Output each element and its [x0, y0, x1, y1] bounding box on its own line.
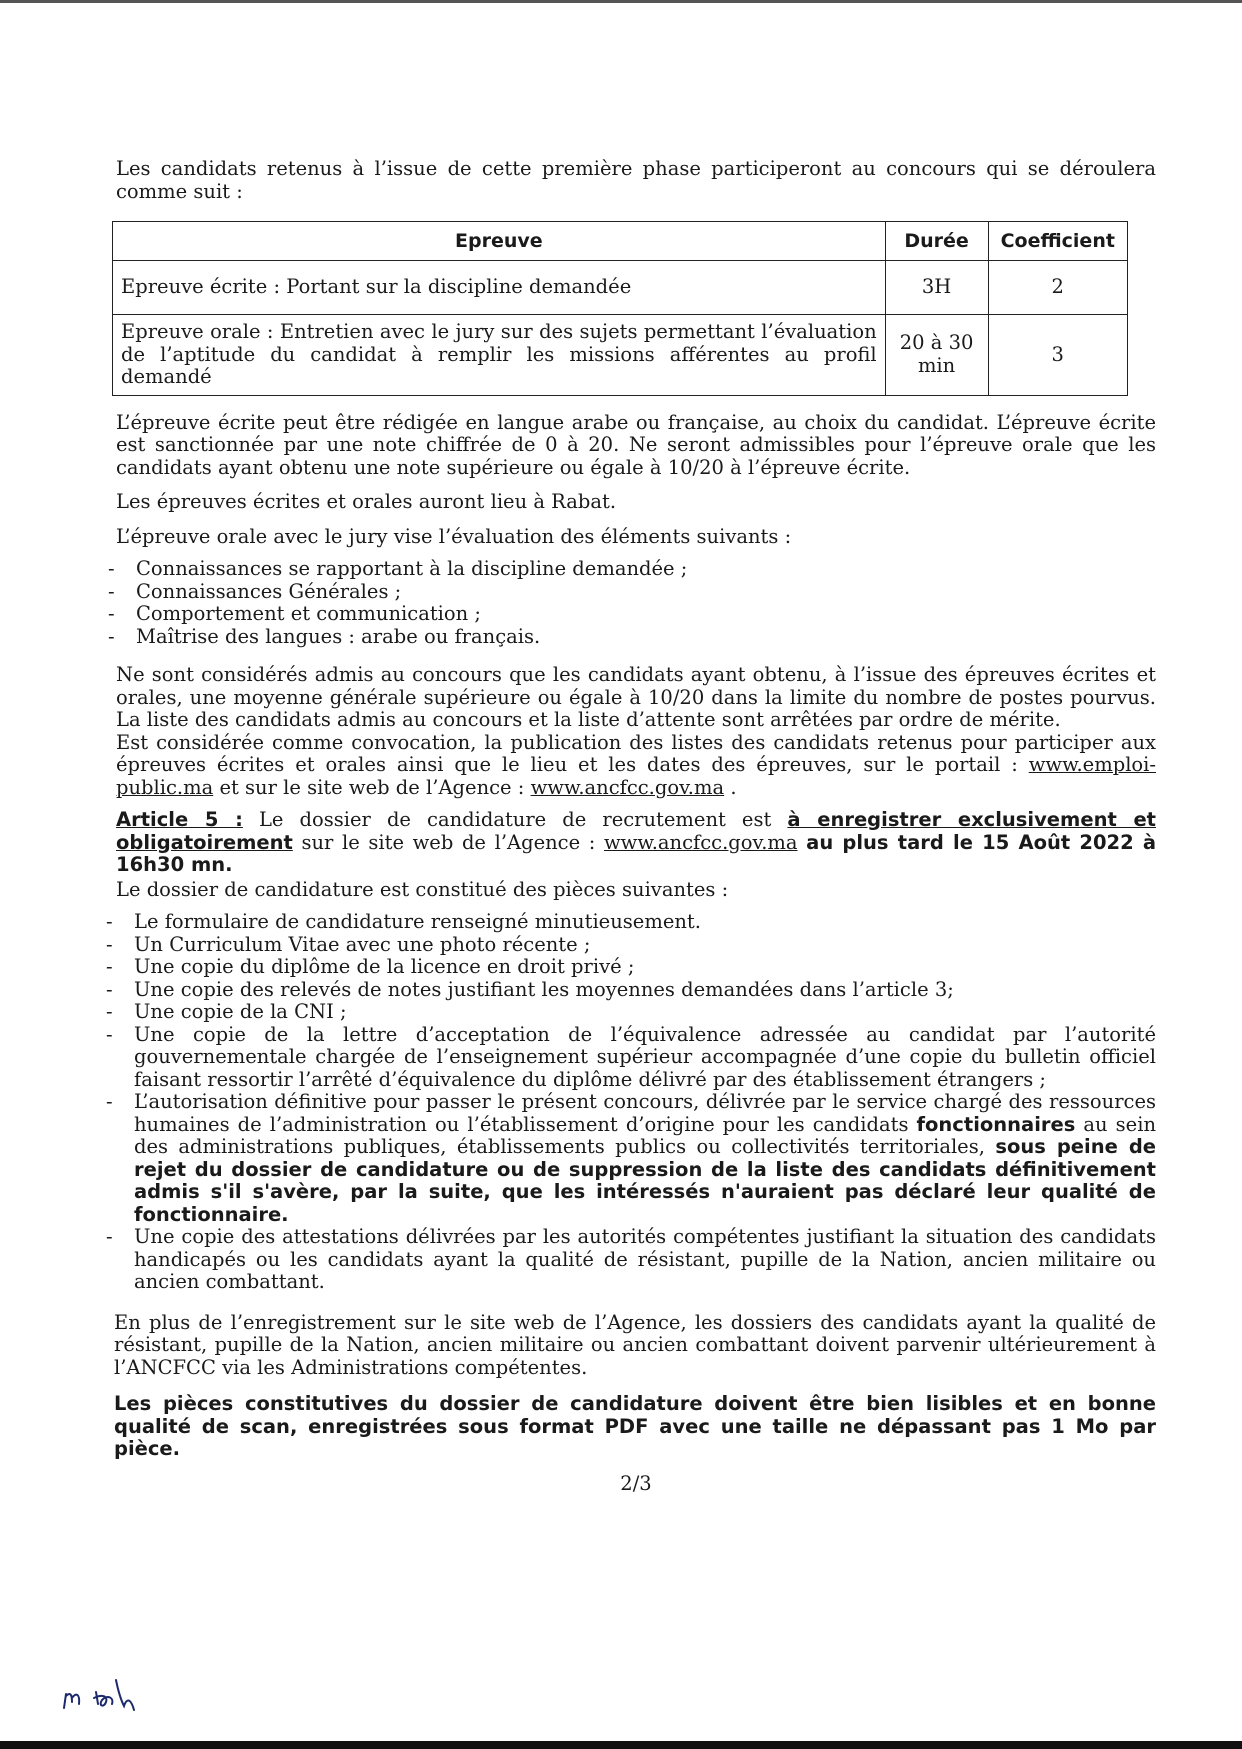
- convocation-paragraph: [116, 732, 1156, 800]
- final-paragraph: Les pièces constitutives du dossier de candidature doivent être bien lisibles et en bonne qualité de scan, enregistrées sous format PDF avec une taille ne dépassant pas 1 Mo par pièce.: [114, 1392, 1156, 1460]
- list-item: - Connaissances se rapportant à la discipline demandée ;: [108, 558, 1156, 581]
- document-body: [116, 158, 1156, 1495]
- cell-coef: 3: [988, 315, 1128, 396]
- ecrite-paragraph: L’épreuve écrite peut être rédigée en langue arabe ou française, au choix du candidat. L’épreuve écrite est sanctionnée par une note chiffrée de 0 à 20. Ne seront admissibles pour l’épreuve orale que les candidats ayant obtenu une note supérieure ou égale à 10/20 à l’épreuve écrite.: [116, 410, 1156, 479]
- emploi-public-link[interactable]: www.emploi-public.ma: [116, 753, 1156, 799]
- article5-text1: Le dossier de candidature de recrutement est: [258, 808, 772, 831]
- handwritten-initials-icon: [58, 1670, 168, 1720]
- autorisation-bold1: fonctionnaires: [916, 1112, 1076, 1136]
- autorisation-text1: L’autorisation définitive pour passer le présent concours, délivrée par le service chargé des ressources humaines de l’administration ou l’établissement d’origine pour les candidats: [134, 1090, 1156, 1136]
- cell-epreuve: Epreuve écrite : Portant sur la discipline demandée: [113, 261, 886, 315]
- cell-coef: 2: [988, 261, 1128, 315]
- list-item: - Une copie des attestations délivrées par les autorités compétentes justifiant la situation des candidats handicapés ou les candidats ayant la qualité de résistant, pupille de la Nation, ancien militaire ou ancien combattant.: [106, 1226, 1156, 1294]
- header-coefficient: Coefficient: [988, 222, 1128, 261]
- article5-link[interactable]: www.ancfcc.gov.ma: [603, 830, 798, 854]
- admis-paragraph: Ne sont considérés admis au concours que les candidats ayant obtenu, à l’issue des épreuves écrites et orales, une moyenne générale supérieure ou égale à 10/20 dans la limite du nombre de postes pourvus. La liste des candidats admis au concours et la liste d’attente sont arrêtées par ordre de mérite.: [116, 663, 1156, 731]
- lieu-paragraph: Les épreuves écrites et orales auront lieu à Rabat.: [116, 490, 617, 513]
- pieces-list: [106, 911, 1156, 1294]
- plus-paragraph: En plus de l’enregistrement sur le site web de l’Agence, les dossiers des candidats ayant la qualité de résistant, pupille de la Nation, ancien militaire ou ancien combattant doivent parvenir ultérieurement à l’ANCFCC via les Administrations compétentes.: [114, 1310, 1156, 1379]
- orale-list: [108, 558, 1156, 648]
- list-item: - Le formulaire de candidature renseigné minutieusement.: [106, 911, 1156, 934]
- list-item: - Une copie de la lettre d’acceptation de l’équivalence adressée au candidat par l’autorité gouvernementale chargée de l’enseignement supérieur accompagnée d’une copie du bulletin officiel faisant ressortir l’arrêté d’équivalence du diplôme délivré par des établissement étrangers ;: [106, 1024, 1156, 1092]
- dossier-intro-paragraph: Le dossier de candidature est constitué des pièces suivantes :: [116, 877, 729, 901]
- epreuves-table: [112, 221, 1128, 396]
- convocation-text: Est considérée comme convocation, la publication des listes des candidats retenus pour participer aux épreuves écrites et orales ainsi que le lieu et les dates des épreuves, sur le portail :: [116, 730, 1156, 776]
- cell-duree: 3H: [885, 261, 988, 315]
- list-item: - Une copie du diplôme de la licence en droit privé ;: [106, 956, 1156, 979]
- list-item: - Connaissances Générales ;: [108, 581, 1156, 604]
- intro-paragraph: Les candidats retenus à l’issue de cette première phase participeront au concours qui se déroulera comme suit :: [116, 157, 1156, 203]
- cell-duree: 20 à 30 min: [885, 315, 988, 396]
- article5-paragraph: [116, 809, 1156, 877]
- page-edge-top: [0, 0, 1242, 3]
- autorisation-text2: au sein des administrations publiques, établissements publics ou collectivités territoriales,: [134, 1112, 1156, 1158]
- list-item: - Un Curriculum Vitae avec une photo récente ;: [106, 934, 1156, 957]
- article5-text2: sur le site web de l’Agence :: [301, 830, 596, 854]
- orale-intro-paragraph: L’épreuve orale avec le jury vise l’évaluation des éléments suivants :: [116, 524, 792, 548]
- article5-deadline: au plus tard le 15 Août 2022 à 16h30 mn.: [116, 830, 1157, 876]
- cell-epreuve: Epreuve orale : Entretien avec le jury sur des sujets permettant l’évaluation de l’aptitude du candidat à remplir les missions afférentes au profil demandé: [113, 315, 886, 396]
- convocation-mid: et sur le site web de l’Agence :: [219, 775, 525, 799]
- article5-label: Article 5 :: [116, 808, 243, 831]
- header-duree: Durée: [885, 222, 988, 261]
- autorisation-bold2: sous peine de rejet du dossier de candidature ou de suppression de la liste des candidats définitivement admis s'il s'avère, par la suite, que les intéressés n'auraient pas déclaré leur qualité de fonctionnaire.: [134, 1135, 1157, 1226]
- list-item-autorisation: [106, 1091, 1156, 1226]
- convocation-end: .: [730, 775, 737, 799]
- article5-emphasis: à enregistrer exclusivement et obligatoirement: [116, 808, 1156, 854]
- list-item: - Une copie des relevés de notes justifiant les moyennes demandées dans l’article 3;: [106, 979, 1156, 1002]
- table-row: [113, 315, 1128, 396]
- ancfcc-link[interactable]: www.ancfcc.gov.ma: [530, 775, 725, 799]
- header-epreuve: Epreuve: [113, 222, 886, 261]
- list-item: - Comportement et communication ;: [108, 603, 1156, 626]
- page-edge-bottom: [0, 1741, 1242, 1749]
- list-item: - Maîtrise des langues : arabe ou français.: [108, 626, 1156, 649]
- table-header-row: [113, 222, 1128, 261]
- table-row: [113, 261, 1128, 315]
- page-number: 2/3: [620, 1471, 652, 1495]
- list-item: - Une copie de la CNI ;: [106, 1001, 1156, 1024]
